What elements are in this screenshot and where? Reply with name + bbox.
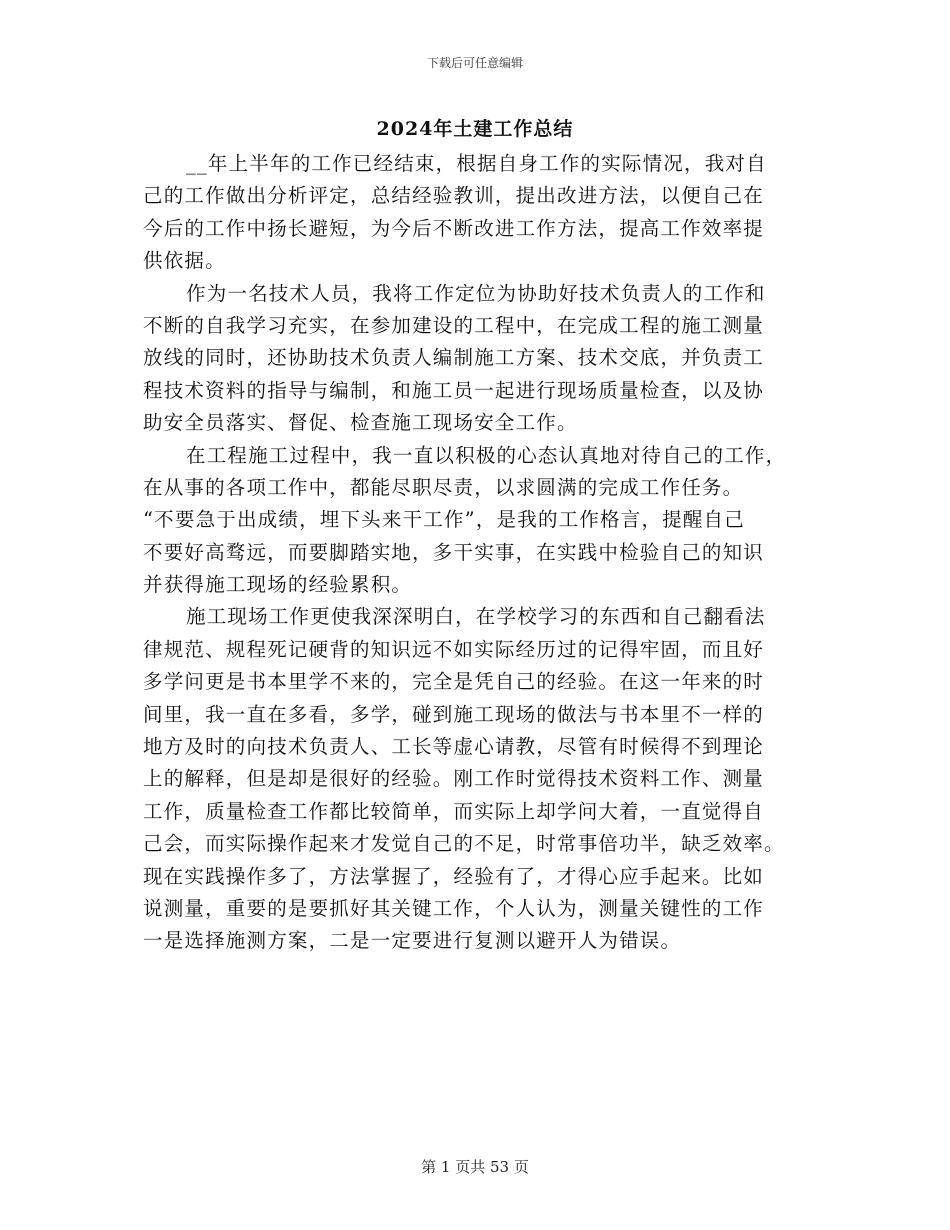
- body-line: 多学问更是书本里学不来的，完全是凭自己的经验。在这一年来的时: [143, 670, 765, 694]
- body-line: 在工程施工过程中，我一直以积极的心态认真地对待自己的工作，: [186, 443, 787, 467]
- body-line: 不要好高骛远，而要脚踏实地，多干实事，在实践中检验自己的知识: [143, 540, 765, 564]
- body-line: 不断的自我学习充实，在参加建设的工程中，在完成工程的施工测量: [143, 313, 765, 337]
- body-line: 助安全员落实、督促、检查施工现场安全工作。: [143, 411, 578, 435]
- body-line: 律规范、规程死记硬背的知识远不如实际经历过的记得牢固，而且好: [143, 637, 765, 661]
- body-line: 己的工作做出分析评定，总结经验教训，提出改进方法，以便自己在: [143, 184, 765, 208]
- body-line: 间里，我一直在多看，多学，碰到施工现场的做法与书本里不一样的: [143, 702, 765, 726]
- body-line: 己会，而实际操作起来才发觉自己的不足，时常事倍功半，缺乏效率。: [143, 832, 785, 856]
- body-line: 地方及时的向技术负责人、工长等虚心请教，尽管有时候得不到理论: [143, 735, 765, 759]
- body-line: 程技术资料的指导与编制，和施工员一起进行现场质量检查，以及协: [143, 378, 765, 402]
- body-line: 现在实践操作多了，方法掌握了，经验有了，才得心应手起来。比如: [143, 864, 765, 888]
- download-note: 下载后可任意编辑: [426, 56, 523, 70]
- body-line: 工作，质量检查工作都比较简单，而实际上却学问大着，一直觉得自: [143, 799, 765, 823]
- body-line: __年上半年的工作已经结束，根据自身工作的实际情况，我对自: [186, 152, 767, 175]
- body-line: 施工现场工作更使我深深明白，在学校学习的东西和自己翻看法: [186, 605, 766, 629]
- document-body: [143, 148, 803, 958]
- body-line: “不要急于出成绩，埋下头来干工作”，是我的工作格言，提醒自己: [143, 508, 745, 532]
- body-line: 说测量，重要的是要抓好其关键工作，个人认为，测量关键性的工作: [143, 896, 765, 920]
- page-number: 第 1 页共 53 页: [421, 1158, 529, 1176]
- body-line: 在从事的各项工作中，都能尽职尽责，以求圆满的完成工作任务。: [143, 475, 744, 499]
- body-line: 放线的同时，还协助技术负责人编制施工方案、技术交底，并负责工: [143, 346, 765, 370]
- body-line: 今后的工作中扬长避短，为今后不断改进工作方法，提高工作效率提: [143, 216, 765, 240]
- document-title: 2024年土建工作总结: [376, 118, 574, 140]
- body-line: 上的解释，但是却是很好的经验。刚工作时觉得技术资料工作、测量: [143, 767, 765, 791]
- body-line: 供依据。: [143, 249, 226, 273]
- body-line: 并获得施工现场的经验累积。: [143, 573, 413, 597]
- body-line: 作为一名技术人员，我将工作定位为协助好技术负责人的工作和: [186, 281, 766, 305]
- body-line: 一是选择施测方案，二是一定要进行复测以避开人为错误。: [143, 929, 682, 953]
